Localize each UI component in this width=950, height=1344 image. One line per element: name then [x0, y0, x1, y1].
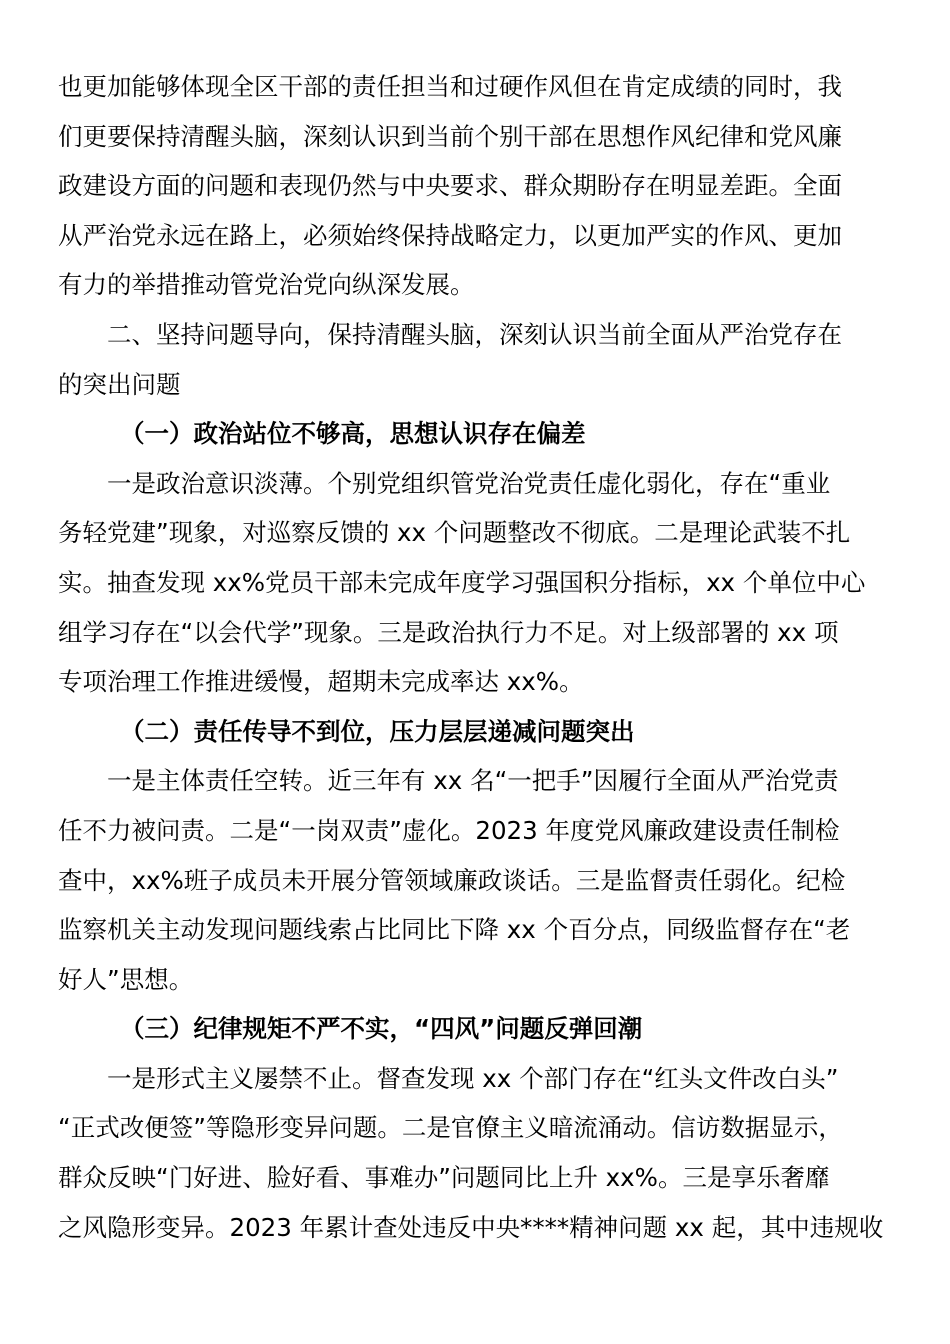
- paragraph-line: 实。抽查发现 xx%党员干部未完成年度学习强国积分指标，xx 个单位中心: [58, 567, 866, 597]
- section-title-line: 二、坚持问题导向，保持清醒头脑，深刻认识当前全面从严治党存在: [107, 319, 842, 349]
- paragraph-line: 一是主体责任空转。近三年有 xx 名“一把手”因履行全面从严治党责: [107, 766, 839, 796]
- paragraph-line: 们更要保持清醒头脑，深刻认识到当前个别干部在思想作风纪律和党风廉: [58, 121, 842, 151]
- paragraph-line: 任不力被问责。二是“一岗双责”虚化。2023 年度党风廉政建设责任制检: [58, 815, 840, 845]
- paragraph-line: 也更加能够体现全区干部的责任担当和过硬作风但在肯定成绩的同时，我: [58, 72, 842, 101]
- paragraph-line: “正式改便签”等隐形变异问题。二是官僚主义暗流涌动。信访数据显示，: [58, 1113, 843, 1143]
- paragraph-line: 一是形式主义屡禁不止。督查发现 xx 个部门存在“红头文件改白头”: [107, 1063, 839, 1093]
- paragraph-line: 一是政治意识淡薄。个别党组织管党治党责任虚化弱化，存在“重业: [107, 468, 831, 498]
- paragraph-line: 之风隐形变异。2023 年累计查处违反中央****精神问题 xx 起，其中违规收: [58, 1212, 884, 1242]
- subheading-3: （三）纪律规矩不严不实，“四风”问题反弹回潮: [120, 1014, 643, 1044]
- paragraph-line: 群众反映“门好进、脸好看、事难办”问题同比上升 xx%。三是享乐奢靡: [58, 1163, 830, 1193]
- paragraph-line: 监察机关主动发现问题线索占比同比下降 xx 个百分点，同级监督存在“老: [58, 915, 851, 945]
- paragraph-line: 从严治党永远在路上，必须始终保持战略定力，以更加严实的作风、更加: [58, 220, 842, 250]
- paragraph-line: 查中，xx%班子成员未开展分管领域廉政谈话。三是监督责任弱化。纪检: [58, 865, 846, 895]
- subheading-2: （二）责任传导不到位，压力层层递减问题突出: [120, 716, 635, 746]
- section-title-line: 的突出问题: [58, 369, 181, 399]
- document-page: [58, 62, 890, 1252]
- paragraph-line: 有力的举措推动管党治党向纵深发展。: [58, 270, 475, 300]
- paragraph-line: 组学习存在“以会代学”现象。三是政治执行力不足。对上级部署的 xx 项: [58, 617, 839, 647]
- paragraph-line: 政建设方面的问题和表现仍然与中央要求、群众期盼存在明显差距。全面: [58, 171, 842, 201]
- paragraph-line: 务轻党建”现象，对巡察反馈的 xx 个问题整改不彻底。二是理论武装不扎: [58, 518, 851, 548]
- subheading-1: （一）政治站位不够高，思想认识存在偏差: [120, 419, 586, 449]
- paragraph-line: 专项治理工作推进缓慢，超期未完成率达 xx%。: [58, 667, 584, 697]
- paragraph-line: 好人”思想。: [58, 964, 194, 994]
